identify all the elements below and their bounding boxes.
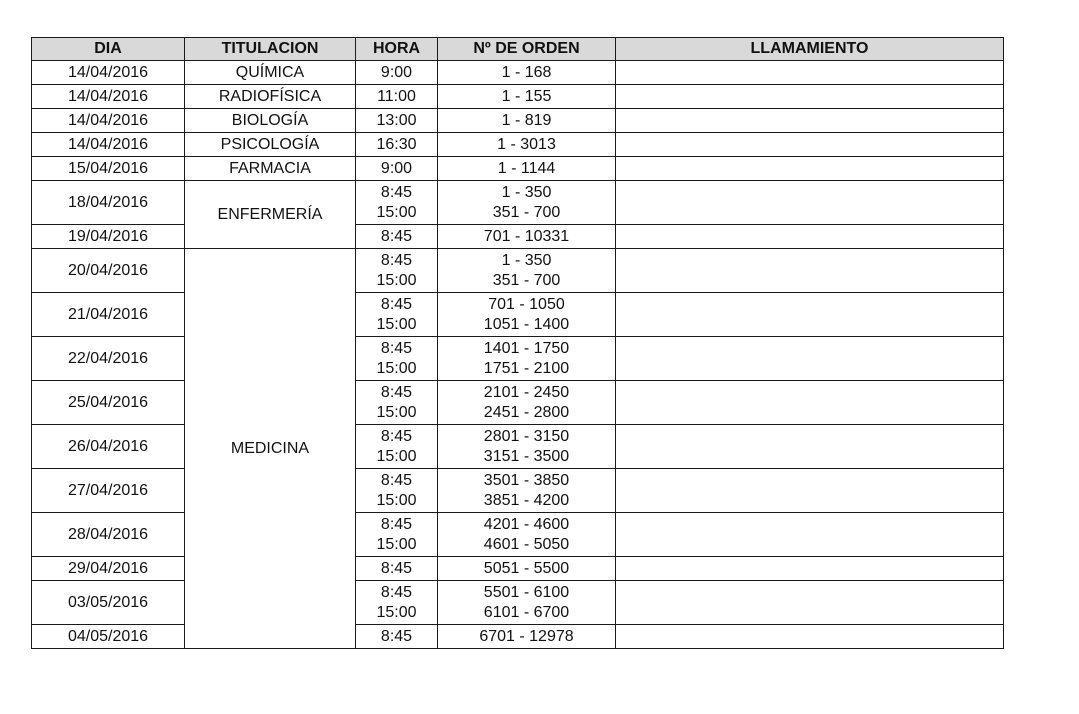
orden-cell [438,249,616,293]
orden-line: 701 - 1050 [488,295,565,313]
orden-cell [438,181,616,225]
titulacion-cell: RADIOFÍSICA [185,85,356,109]
hora-cell [356,469,438,513]
dia-cell: 04/05/2016 [32,625,185,649]
table-row [32,109,1004,133]
hora-line: 15:00 [376,203,417,221]
orden-cell [438,381,616,425]
hora-cell: 8:45 [356,625,438,649]
llamamiento-cell [616,109,1004,133]
hora-cell [356,581,438,625]
orden-line: 3851 - 4200 [483,491,570,509]
llamamiento-cell [616,513,1004,557]
dia-cell: 25/04/2016 [32,381,185,425]
hora-line: 8:45 [380,583,413,601]
orden-line: 5501 - 6100 [483,583,570,601]
orden-cell: 1 - 155 [438,85,616,109]
llamamiento-cell [616,337,1004,381]
llamamiento-cell [616,581,1004,625]
schedule-table [31,37,1004,649]
dia-cell: 29/04/2016 [32,557,185,581]
hora-cell [356,337,438,381]
hora-line: 15:00 [376,491,417,509]
llamamiento-cell [616,625,1004,649]
orden-cell: 701 - 10331 [438,225,616,249]
hora-line: 15:00 [376,447,417,465]
llamamiento-cell [616,469,1004,513]
dia-cell: 19/04/2016 [32,225,185,249]
hora-cell: 9:00 [356,157,438,181]
titulacion-cell: MEDICINA [185,249,356,649]
hora-cell: 8:45 [356,225,438,249]
header-hora: HORA [356,38,438,61]
table-row [32,85,1004,109]
orden-cell [438,581,616,625]
table-row [32,133,1004,157]
orden-cell [438,293,616,337]
orden-line: 1051 - 1400 [483,315,570,333]
hora-line: 8:45 [380,471,413,489]
hora-line: 8:45 [380,339,413,357]
llamamiento-cell [616,85,1004,109]
orden-cell [438,469,616,513]
orden-line: 1401 - 1750 [483,339,570,357]
schedule-sheet [31,37,1004,649]
hora-line: 15:00 [376,403,417,421]
dia-cell: 14/04/2016 [32,133,185,157]
hora-cell: 11:00 [356,85,438,109]
hora-line: 15:00 [376,271,417,289]
orden-line: 2801 - 3150 [483,427,570,445]
dia-cell: 14/04/2016 [32,109,185,133]
llamamiento-cell [616,249,1004,293]
orden-line: 4201 - 4600 [483,515,570,533]
header-orden: Nº DE ORDEN [438,38,616,61]
orden-line: 3501 - 3850 [483,471,570,489]
hora-cell: 8:45 [356,557,438,581]
dia-cell: 03/05/2016 [32,581,185,625]
dia-cell: 21/04/2016 [32,293,185,337]
orden-cell: 6701 - 12978 [438,625,616,649]
llamamiento-cell [616,425,1004,469]
table-row [32,61,1004,85]
hora-line: 8:45 [380,295,413,313]
dia-cell: 22/04/2016 [32,337,185,381]
header-llamamiento: LLAMAMIENTO [616,38,1004,61]
orden-line: 1751 - 2100 [483,359,570,377]
llamamiento-cell [616,225,1004,249]
hora-cell [356,293,438,337]
hora-cell [356,425,438,469]
dia-cell: 14/04/2016 [32,85,185,109]
llamamiento-cell [616,557,1004,581]
hora-cell [356,249,438,293]
llamamiento-cell [616,181,1004,225]
dia-cell: 20/04/2016 [32,249,185,293]
table-row [32,381,1004,425]
orden-line: 2101 - 2450 [483,383,570,401]
llamamiento-cell [616,61,1004,85]
table-row [32,469,1004,513]
hora-line: 8:45 [380,251,413,269]
table-row [32,293,1004,337]
table-row [32,157,1004,181]
orden-line: 4601 - 5050 [483,535,570,553]
orden-line: 2451 - 2800 [483,403,570,421]
orden-cell: 1 - 3013 [438,133,616,157]
orden-cell: 1 - 1144 [438,157,616,181]
hora-line: 15:00 [376,359,417,377]
hora-line: 8:45 [380,427,413,445]
hora-cell [356,181,438,225]
dia-cell: 28/04/2016 [32,513,185,557]
table-row [32,425,1004,469]
hora-line: 15:00 [376,315,417,333]
table-row [32,337,1004,381]
titulacion-cell: FARMACIA [185,157,356,181]
dia-cell: 18/04/2016 [32,181,185,225]
hora-cell [356,513,438,557]
titulacion-cell: PSICOLOGÍA [185,133,356,157]
orden-cell [438,337,616,381]
dia-cell: 26/04/2016 [32,425,185,469]
llamamiento-cell [616,157,1004,181]
dia-cell: 15/04/2016 [32,157,185,181]
titulacion-cell: BIOLOGÍA [185,109,356,133]
hora-line: 8:45 [380,383,413,401]
table-row [32,557,1004,581]
titulacion-cell: QUÍMICA [185,61,356,85]
header-dia: DIA [32,38,185,61]
hora-cell: 16:30 [356,133,438,157]
orden-cell: 1 - 819 [438,109,616,133]
hora-cell [356,381,438,425]
table-row [32,181,1004,225]
orden-cell [438,425,616,469]
llamamiento-cell [616,133,1004,157]
hora-line: 8:45 [380,183,413,201]
hora-cell: 9:00 [356,61,438,85]
hora-cell: 13:00 [356,109,438,133]
table-row [32,581,1004,625]
titulacion-cell: ENFERMERÍA [185,181,356,249]
llamamiento-cell [616,293,1004,337]
table-row [32,249,1004,293]
orden-line: 3151 - 3500 [483,447,570,465]
orden-cell: 1 - 168 [438,61,616,85]
orden-line: 351 - 700 [492,271,561,289]
table-row [32,513,1004,557]
orden-line: 351 - 700 [492,203,561,221]
dia-cell: 14/04/2016 [32,61,185,85]
orden-line: 1 - 350 [501,183,552,201]
hora-line: 15:00 [376,535,417,553]
orden-line: 6101 - 6700 [483,603,570,621]
orden-cell: 5051 - 5500 [438,557,616,581]
dia-cell: 27/04/2016 [32,469,185,513]
table-row [32,625,1004,649]
table-row [32,225,1004,249]
header-row [32,38,1004,61]
orden-line: 1 - 350 [501,251,552,269]
header-titulacion: TITULACION [185,38,356,61]
hora-line: 8:45 [380,515,413,533]
hora-line: 15:00 [376,603,417,621]
llamamiento-cell [616,381,1004,425]
orden-cell [438,513,616,557]
